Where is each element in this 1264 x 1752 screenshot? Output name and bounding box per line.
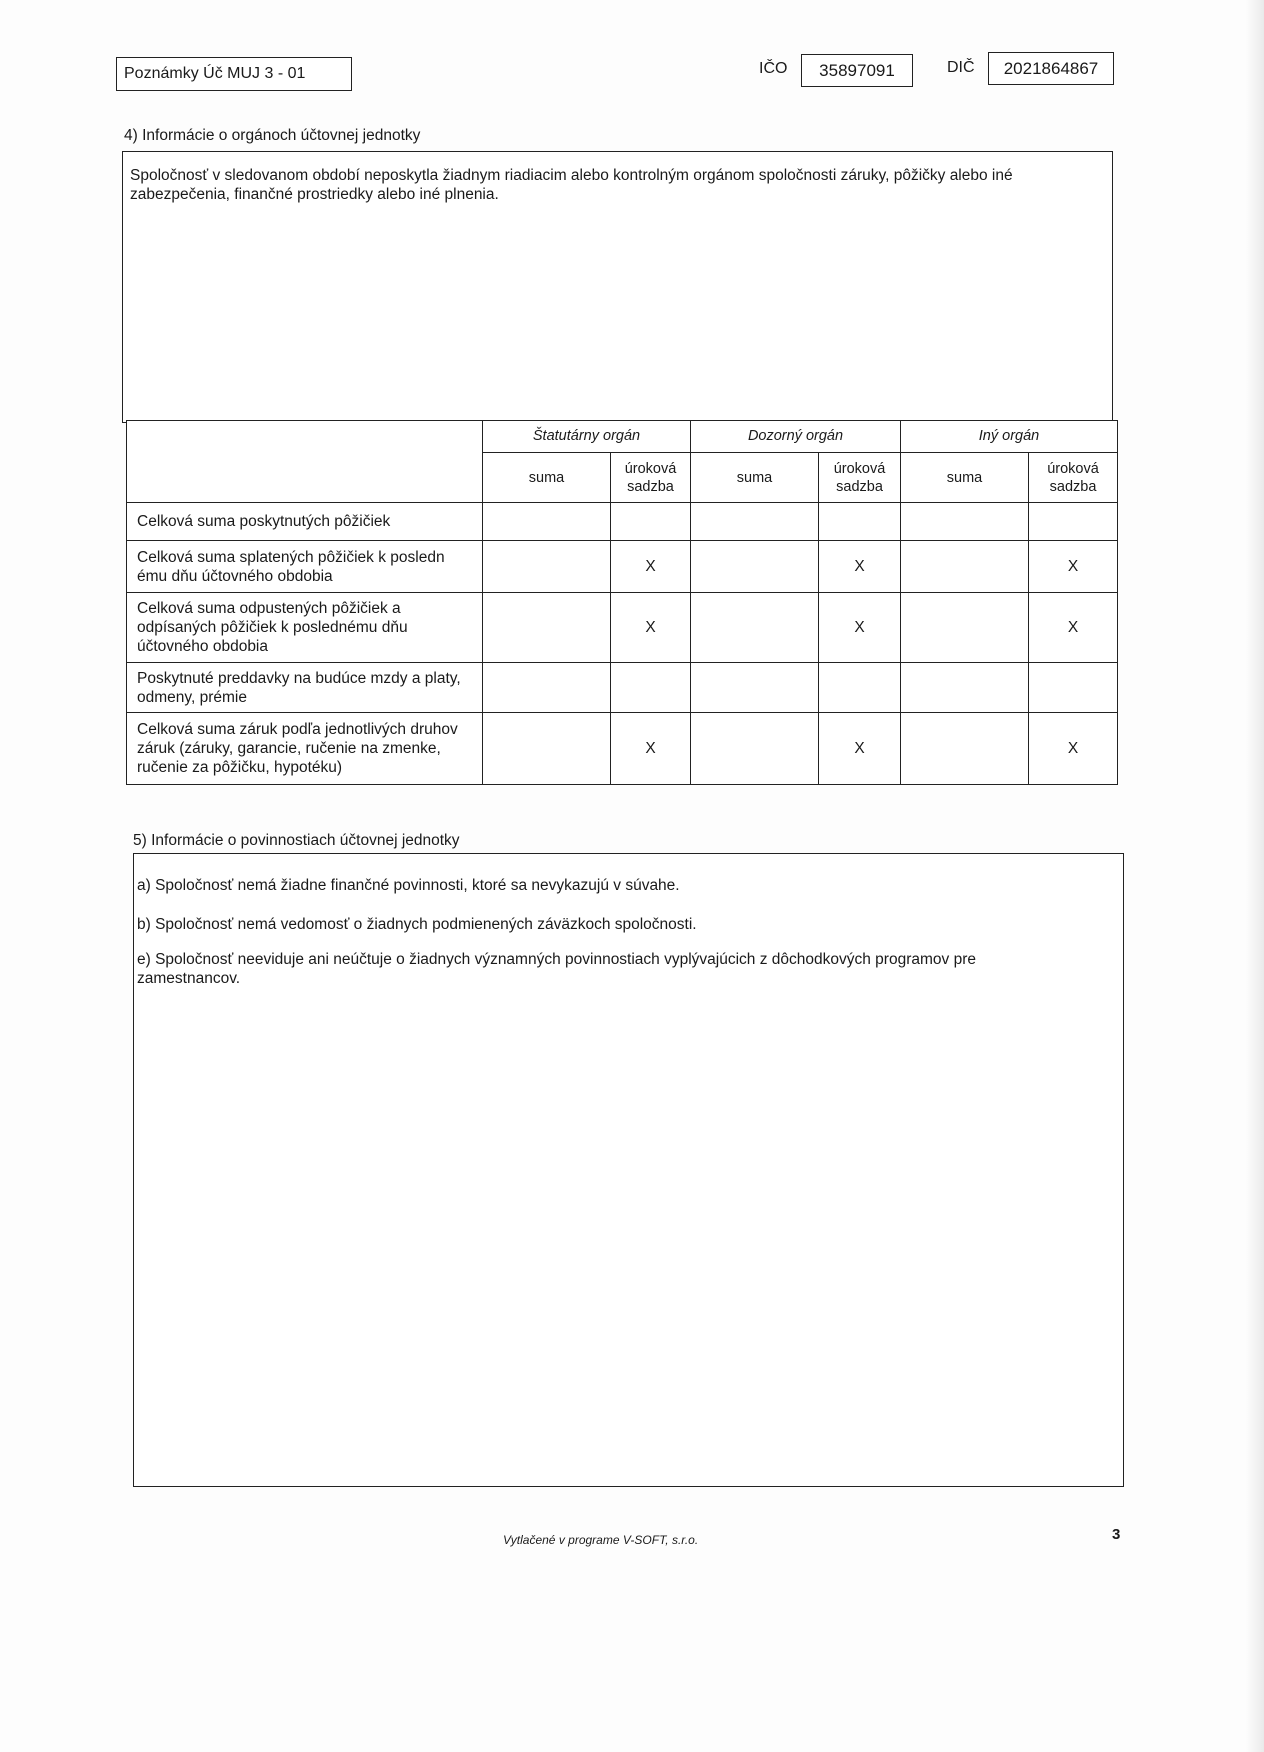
- table-cell: [819, 663, 901, 713]
- scan-edge-shadow: [1246, 0, 1264, 1752]
- obligation-item-b: b) Spoločnosť nemá vedomosť o žiadnych podmienených záväzkoch spoločnosti.: [137, 916, 697, 933]
- row-label: Celková suma poskytnutých pôžičiek: [127, 503, 483, 541]
- table-cell: X: [1029, 541, 1118, 593]
- group-header-statutory: Štatutárny orgán: [483, 421, 691, 453]
- table-cell: [691, 663, 819, 713]
- ico-label: IČO: [759, 60, 788, 77]
- subheader-sum: suma: [691, 453, 819, 503]
- dic-value: 2021864867: [988, 52, 1114, 85]
- table-cell: [901, 541, 1029, 593]
- row-label: Celková suma odpustených pôžičiek a odpísaných pôžičiek k poslednému dňu účtovného obdobia: [127, 593, 483, 663]
- table-row: [127, 663, 1118, 713]
- table-cell: [901, 663, 1029, 713]
- dic-label: DIČ: [947, 59, 975, 76]
- table-cell: X: [819, 593, 901, 663]
- table-cell: X: [611, 713, 691, 785]
- subheader-rate: úroková sadzba: [611, 453, 691, 503]
- table-cell: X: [611, 541, 691, 593]
- table-row: [127, 713, 1118, 785]
- table-cell: X: [611, 593, 691, 663]
- obligation-item-e: e) Spoločnosť neeviduje ani neúčtuje o žiadnych významných povinnostiach vyplývajúcich z dôchodkových programov pre zamestnancov.: [137, 951, 976, 987]
- table-row: [127, 593, 1118, 663]
- table-row: [127, 503, 1118, 541]
- form-label: Poznámky Úč MUJ 3 - 01: [124, 65, 306, 82]
- table-corner-cell: [127, 421, 483, 503]
- section4-title: 4) Informácie o orgánoch účtovnej jednotky: [124, 127, 421, 144]
- section4-text: Spoločnosť v sledovanom období neposkytla žiadnym riadiacim alebo kontrolným orgánom spoločnosti záruky, pôžičky alebo iné zabezpečenia, finančné prostriedky alebo iné plnenia.: [130, 167, 1013, 203]
- section4-box: [122, 151, 1113, 423]
- table-cell: [691, 713, 819, 785]
- table-cell: [483, 593, 611, 663]
- table-cell: [819, 503, 901, 541]
- row-label: Poskytnuté preddavky na budúce mzdy a platy, odmeny, prémie: [127, 663, 483, 713]
- table-cell: [1029, 503, 1118, 541]
- table-cell: X: [819, 541, 901, 593]
- subheader-rate: úroková sadzba: [1029, 453, 1118, 503]
- table-cell: [483, 713, 611, 785]
- footer-printed-by: Vytlačené v programe V-SOFT, s.r.o.: [503, 1533, 699, 1547]
- obligation-item-a: a) Spoločnosť nemá žiadne finančné povinnosti, ktoré sa nevykazujú v súvahe.: [137, 877, 680, 894]
- section5-title: 5) Informácie o povinnostiach účtovnej jednotky: [133, 832, 460, 849]
- table-cell: X: [819, 713, 901, 785]
- table-cell: [691, 503, 819, 541]
- table-cell: [483, 663, 611, 713]
- table-cell: [691, 541, 819, 593]
- table-row: [127, 541, 1118, 593]
- row-label: Celková suma záruk podľa jednotlivých druhov záruk (záruky, garancie, ručenie na zmenke, ručenie za pôžičku, hypotéku): [127, 713, 483, 785]
- group-header-supervisory: Dozorný orgán: [691, 421, 901, 453]
- subheader-sum: suma: [901, 453, 1029, 503]
- table-cell: X: [1029, 593, 1118, 663]
- table-cell: [1029, 663, 1118, 713]
- table-cell: [691, 593, 819, 663]
- table-group-header-row: [127, 421, 1118, 453]
- group-header-other: Iný orgán: [901, 421, 1118, 453]
- table-cell: [901, 503, 1029, 541]
- table-cell: [611, 663, 691, 713]
- table-cell: [611, 503, 691, 541]
- table-cell: X: [1029, 713, 1118, 785]
- ico-value: 35897091: [801, 54, 913, 87]
- organs-table: [126, 420, 1118, 785]
- form-label-box: [116, 57, 352, 91]
- row-label: Celková suma splatených pôžičiek k posledn​ému dňu účtovného obdobia: [127, 541, 483, 593]
- table-cell: [901, 713, 1029, 785]
- subheader-rate: úroková sadzba: [819, 453, 901, 503]
- page-number: 3: [1112, 1526, 1121, 1543]
- section5-box: [133, 853, 1124, 1487]
- table-cell: [483, 503, 611, 541]
- table-cell: [901, 593, 1029, 663]
- subheader-sum: suma: [483, 453, 611, 503]
- table-cell: [483, 541, 611, 593]
